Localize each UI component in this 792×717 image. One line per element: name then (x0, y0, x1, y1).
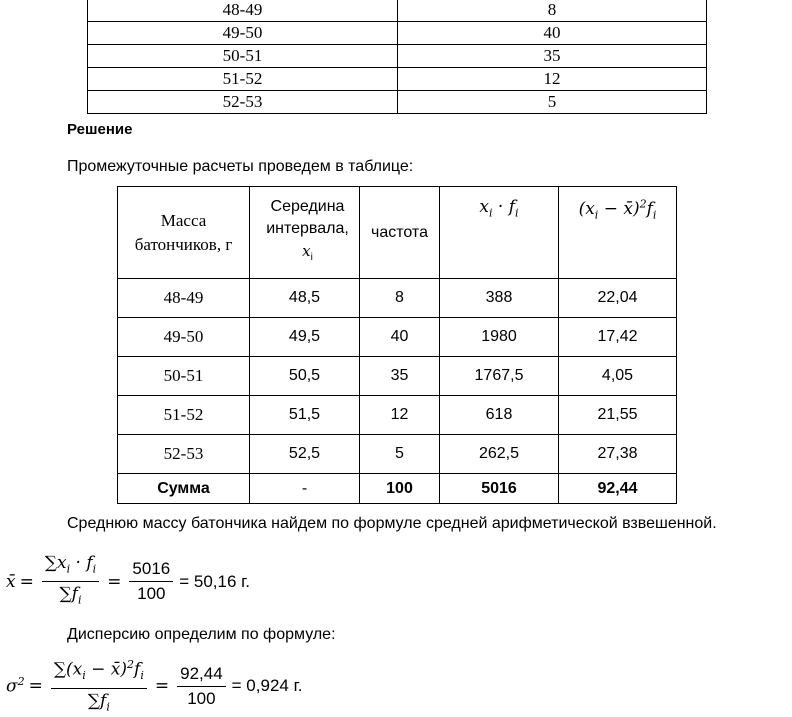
header-xf: $x_i \cdot f_i$ (440, 187, 559, 279)
dispersion-denominator: 100 (187, 688, 216, 708)
table-cell: 49,5 (250, 318, 360, 357)
dispersion-result: = 0,924 г. (231, 676, 303, 696)
table-cell: 50-51 (118, 357, 250, 396)
table-cell: 8 (360, 279, 440, 318)
header-massa: Масса батончиков, г (118, 187, 250, 279)
table-row (88, 22, 707, 45)
dispersion-numerator: 92,44 (177, 664, 226, 687)
calculation-table (117, 186, 677, 504)
table-cell: 51-52 (88, 68, 398, 91)
table-cell: 48-49 (88, 0, 398, 22)
table-row (118, 396, 677, 435)
header-chastota: частота (360, 187, 440, 279)
table-cell: 100 (360, 474, 440, 504)
table-row (118, 435, 677, 474)
mean-numerator: 5016 (129, 559, 173, 582)
mean-text: Среднюю массу батончика найдем по формуле средней арифметической взвешенной. (67, 515, 717, 532)
mean-result: = 50,16 г. (179, 571, 250, 591)
table-cell: 17,42 (559, 318, 677, 357)
dispersion-text: Дисперсию определим по формуле: (67, 626, 336, 643)
table-cell: 49-50 (88, 22, 398, 45)
table-cell: 52-53 (118, 435, 250, 474)
table-cell: 52-53 (88, 91, 398, 114)
table-row (118, 279, 677, 318)
table-cell: 49-50 (118, 318, 250, 357)
table-cell: Сумма (118, 474, 250, 504)
table-cell: 5016 (440, 474, 559, 504)
header-seredina-label: Середина интервала, (266, 197, 349, 237)
table-cell: 12 (360, 396, 440, 435)
table-cell: 48-49 (118, 279, 250, 318)
solution-heading: Решение (67, 121, 133, 138)
table-cell: 5 (360, 435, 440, 474)
table-cell: 48,5 (250, 279, 360, 318)
frequency-table (87, 0, 707, 114)
table-row (118, 357, 677, 396)
table-cell: 52,5 (250, 435, 360, 474)
table-cell: 262,5 (440, 435, 559, 474)
table-cell: 618 (440, 396, 559, 435)
table-row (88, 0, 707, 22)
table-cell: 40 (360, 318, 440, 357)
table-row (88, 45, 707, 68)
table-cell: 12 (398, 68, 707, 91)
table-cell: 1980 (440, 318, 559, 357)
table-cell: 388 (440, 279, 559, 318)
header-seredina (250, 187, 360, 279)
dispersion-formula: $\sigma^2$ = $\frac{\sum(x_i - x̄)^2f_i}{\sum f_i}$ = $\frac{92,44}{100}$ = 0,924 г. (6, 655, 302, 717)
table-cell: 92,44 (559, 474, 677, 504)
table-cell: 22,04 (559, 279, 677, 318)
table-row (88, 91, 707, 114)
table-cell: - (250, 474, 360, 504)
mean-symbol: x̄ (6, 571, 16, 592)
table-cell: 35 (398, 45, 707, 68)
table-header-row (118, 187, 677, 279)
table-cell: 4,05 (559, 357, 677, 396)
intro-text: Промежуточные расчеты проведем в таблице: (67, 158, 414, 175)
mean-denominator: 100 (137, 584, 166, 604)
table-cell: 27,38 (559, 435, 677, 474)
table-row (118, 318, 677, 357)
table-cell: 51-52 (118, 396, 250, 435)
table-cell: 5 (398, 91, 707, 114)
table-cell: 1767,5 (440, 357, 559, 396)
table-cell: 35 (360, 357, 440, 396)
table-row (88, 68, 707, 91)
table-cell: 50-51 (88, 45, 398, 68)
table-cell: 40 (398, 22, 707, 45)
header-deviation: ($x_i$ − $x̄)^2f_i$ (559, 187, 677, 279)
table-cell: 21,55 (559, 396, 677, 435)
header-seredina-var: x (302, 241, 311, 260)
sigma-symbol: $\sigma^2$ (6, 675, 25, 698)
table-cell: 51,5 (250, 396, 360, 435)
table-total-row (118, 474, 677, 504)
table-cell: 8 (398, 0, 707, 22)
header-seredina-sub: i (310, 252, 313, 264)
table-cell: 50,5 (250, 357, 360, 396)
mean-formula: x̄ = $\frac{\sum x_i \cdot f_i}{\sum f_i}$ = $\frac{5016}{100}$ = 50,16 г. (6, 553, 250, 607)
